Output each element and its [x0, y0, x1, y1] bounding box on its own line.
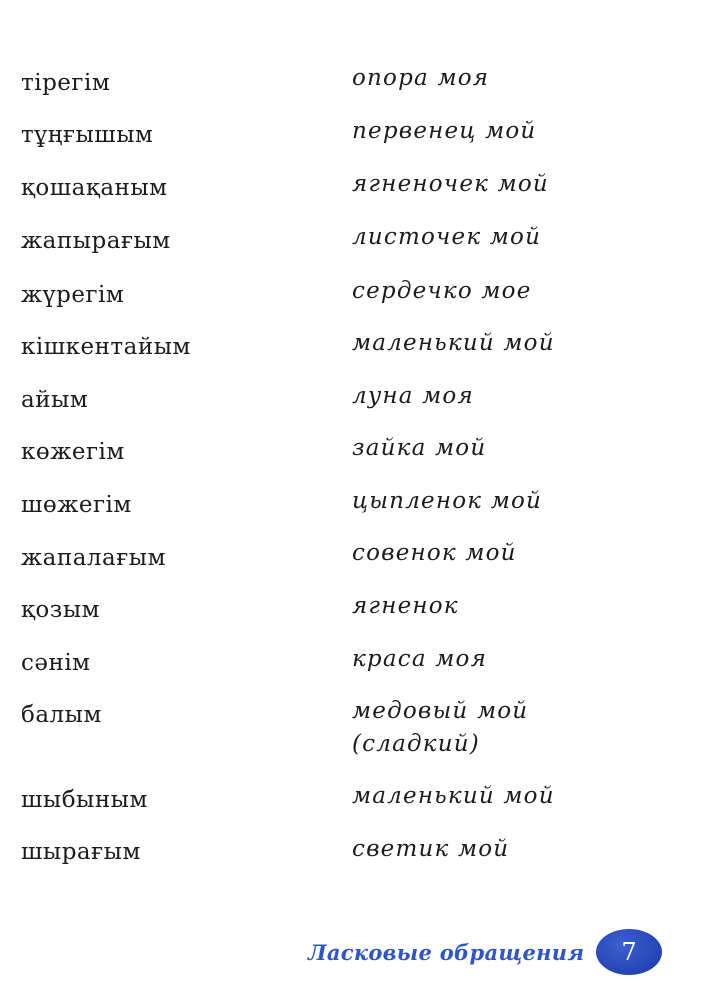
russian-translation: маленький мой — [352, 330, 555, 356]
russian-translation: сердечко мое — [352, 278, 532, 304]
russian-translation-note: (сладкий) — [352, 731, 480, 757]
kazakh-word: жапалағым — [21, 545, 166, 571]
russian-translation: совенок мой — [352, 540, 517, 566]
russian-translation: маленький мой — [352, 783, 555, 809]
kazakh-word: балым — [21, 702, 102, 728]
page-number-badge — [596, 929, 662, 975]
kazakh-word: жүрегім — [21, 282, 125, 308]
kazakh-word: тұңғышым — [21, 122, 154, 148]
russian-translation: цыпленок мой — [352, 488, 543, 514]
kazakh-word: кішкентайым — [21, 334, 191, 360]
russian-translation: листочек мой — [352, 224, 542, 250]
kazakh-word: қозым — [21, 597, 101, 623]
kazakh-word: қошақаным — [21, 175, 168, 201]
kazakh-word: тірегім — [21, 70, 111, 96]
kazakh-word: шыбыным — [21, 787, 148, 813]
kazakh-word: сәнім — [21, 650, 91, 676]
russian-translation: луна моя — [352, 383, 474, 409]
kazakh-word: көжегім — [21, 439, 125, 465]
russian-translation: первенец мой — [352, 118, 537, 144]
kazakh-word: шөжегім — [21, 492, 132, 518]
russian-translation: опора моя — [352, 65, 490, 91]
russian-translation: зайка мой — [352, 435, 487, 461]
kazakh-word: шырағым — [21, 839, 141, 865]
russian-translation: ягненок — [352, 593, 459, 619]
section-title: Ласковые обращения — [308, 940, 585, 965]
russian-translation: ягненочек мой — [352, 171, 549, 197]
russian-translation: медовый мой — [352, 698, 529, 724]
kazakh-word: жапырағым — [21, 228, 171, 254]
page-number: 7 — [621, 938, 637, 966]
kazakh-word: айым — [21, 387, 89, 413]
russian-translation: светик мой — [352, 836, 510, 862]
russian-translation: краса моя — [352, 646, 488, 672]
